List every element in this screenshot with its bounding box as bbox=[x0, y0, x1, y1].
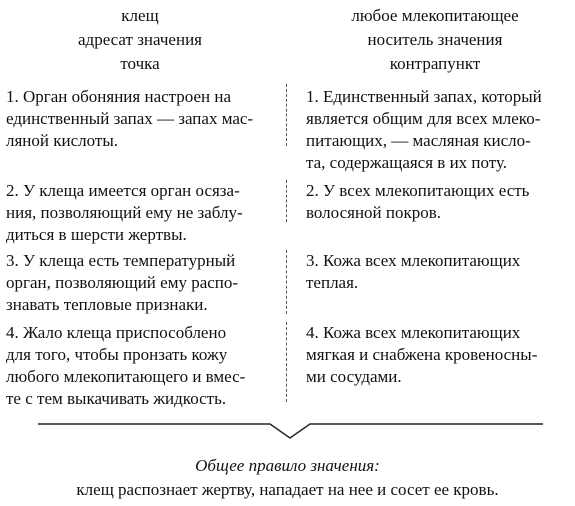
right-point-4: 4. Кожа всех млекопитающих мягкая и снабжена кровеносны- ми сосудами. bbox=[306, 323, 538, 386]
notched-divider bbox=[38, 410, 543, 440]
column-separator bbox=[286, 180, 287, 222]
left-point-2: 2. У клеща имеется орган осяза- ния, позволяющий ему не заблу- диться в шерсти жертвы. bbox=[6, 181, 243, 244]
divider-line bbox=[38, 424, 543, 438]
general-rule-title: Общее правило значения: bbox=[195, 456, 380, 475]
left-column-header bbox=[10, 4, 270, 76]
column-separator bbox=[286, 250, 287, 314]
right-column-header bbox=[305, 4, 565, 76]
left-header-line: адресат значения bbox=[78, 30, 202, 49]
right-header-line: любое млекопитающее bbox=[351, 6, 519, 25]
left-point-4: 4. Жало клеща приспособлено для того, чтобы пронзать кожу любого млекопитающего и вмес- те с тем выкачивать жидкость. bbox=[6, 323, 246, 408]
column-separator bbox=[286, 84, 287, 146]
left-header-line: клещ bbox=[121, 6, 159, 25]
right-point-1: 1. Единственный запах, который является общим для всех млеко- питающих, — масляная кисло- та, содержащаяся в их поту. bbox=[306, 87, 542, 172]
column-separator bbox=[286, 322, 287, 402]
left-header-line: точка bbox=[120, 54, 160, 73]
right-point-3: 3. Кожа всех млекопитающих теплая. bbox=[306, 251, 521, 292]
left-point-1: 1. Орган обоняния настроен на единственный запах — запах мас- ляной кислоты. bbox=[6, 87, 254, 150]
left-point-3: 3. У клеща есть температурный орган, позволяющий ему распо- знавать тепловые признаки. bbox=[6, 251, 239, 314]
right-header-line: контрапункт bbox=[389, 54, 481, 73]
general-rule-text: клещ распознает жертву, нападает на нее и сосет ее кровь. bbox=[76, 480, 499, 499]
right-point-2: 2. У всех млекопитающих есть волосяной покров. bbox=[306, 181, 530, 222]
right-header-line: носитель значения bbox=[367, 30, 503, 49]
